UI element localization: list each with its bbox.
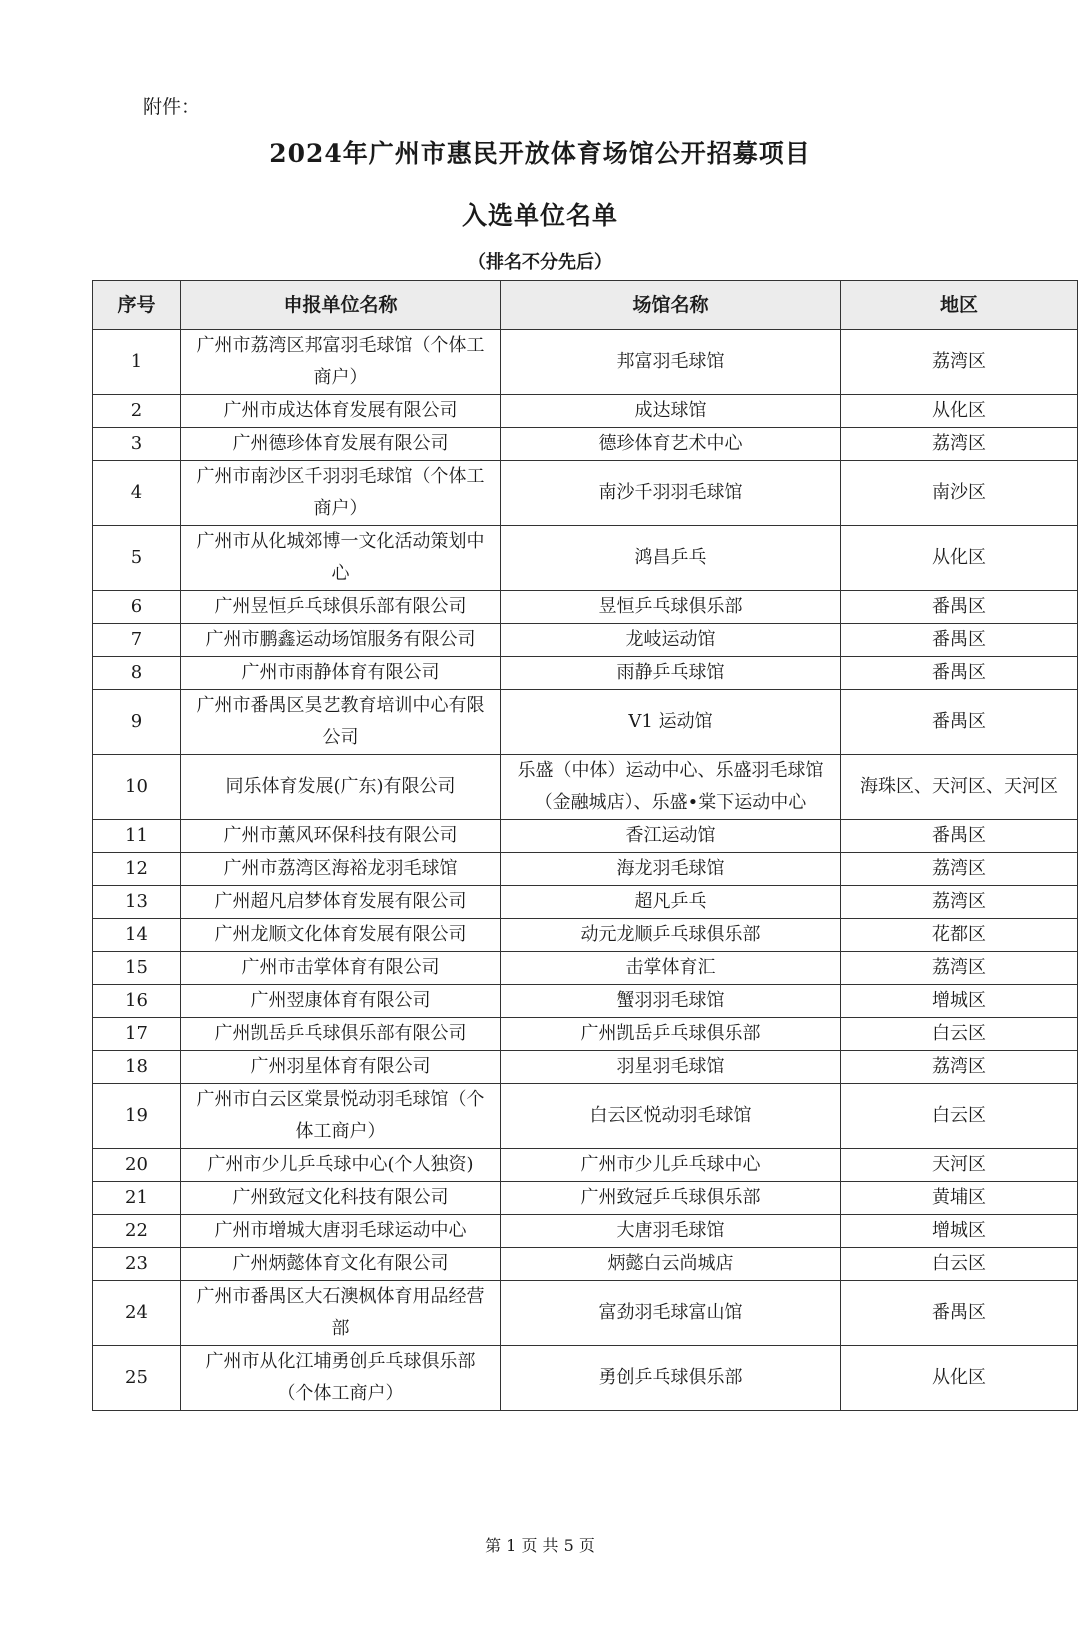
page-title: 2024年广州市惠民开放体育场馆公开招募项目 bbox=[269, 139, 811, 168]
unit-name-cell: 广州昱恒乒乓球俱乐部有限公司 bbox=[181, 591, 501, 624]
row-number-cell: 25 bbox=[93, 1346, 181, 1411]
venue-name-cell: 大唐羽毛球馆 bbox=[501, 1215, 841, 1248]
attachment-label: 附件： bbox=[143, 96, 201, 118]
row-number-cell: 12 bbox=[93, 853, 181, 886]
table-row bbox=[93, 755, 1078, 820]
unit-name-cell: 广州市白云区棠景悦动羽毛球馆（个体工商户） bbox=[181, 1084, 501, 1149]
row-number-cell: 11 bbox=[93, 820, 181, 853]
venue-name-cell: 昱恒乒乓球俱乐部 bbox=[501, 591, 841, 624]
row-number-cell: 18 bbox=[93, 1051, 181, 1084]
district-cell: 从化区 bbox=[841, 395, 1078, 428]
district-cell: 荔湾区 bbox=[841, 428, 1078, 461]
venue-name-cell: 德珍体育艺术中心 bbox=[501, 428, 841, 461]
unit-name-cell: 广州市雨静体育有限公司 bbox=[181, 657, 501, 690]
table-row bbox=[93, 657, 1078, 690]
unit-name-cell: 广州龙顺文化体育发展有限公司 bbox=[181, 919, 501, 952]
row-number-cell: 24 bbox=[93, 1281, 181, 1346]
page-footer: 第 1 页 共 5 页 bbox=[485, 1536, 595, 1555]
district-cell: 番禺区 bbox=[841, 1281, 1078, 1346]
venue-name-cell: 超凡乒乓 bbox=[501, 886, 841, 919]
unit-name-cell: 广州凯岳乒乓球俱乐部有限公司 bbox=[181, 1018, 501, 1051]
district-cell: 荔湾区 bbox=[841, 853, 1078, 886]
unit-name-cell: 广州市南沙区千羽羽毛球馆（个体工商户） bbox=[181, 461, 501, 526]
venue-name-cell: 鸿昌乒乓 bbox=[501, 526, 841, 591]
row-number-cell: 14 bbox=[93, 919, 181, 952]
table-row bbox=[93, 1051, 1078, 1084]
row-number-cell: 10 bbox=[93, 755, 181, 820]
district-cell: 荔湾区 bbox=[841, 330, 1078, 395]
table-row bbox=[93, 1248, 1078, 1281]
table-row bbox=[93, 428, 1078, 461]
table-row bbox=[93, 820, 1078, 853]
table-row bbox=[93, 395, 1078, 428]
district-cell: 白云区 bbox=[841, 1248, 1078, 1281]
table-row bbox=[93, 591, 1078, 624]
unit-name-cell: 广州市荔湾区海裕龙羽毛球馆 bbox=[181, 853, 501, 886]
district-cell: 番禺区 bbox=[841, 690, 1078, 755]
table-row bbox=[93, 1018, 1078, 1051]
row-number-cell: 1 bbox=[93, 330, 181, 395]
venue-name-cell: 广州致冠乒乓球俱乐部 bbox=[501, 1182, 841, 1215]
row-number-cell: 9 bbox=[93, 690, 181, 755]
row-number-cell: 5 bbox=[93, 526, 181, 591]
venue-name-cell: 龙岐运动馆 bbox=[501, 624, 841, 657]
venue-name-cell: 炳懿白云尚城店 bbox=[501, 1248, 841, 1281]
venue-name-cell: 勇创乒乓球俱乐部 bbox=[501, 1346, 841, 1411]
unit-name-cell: 广州市番禺区昊艺教育培训中心有限公司 bbox=[181, 690, 501, 755]
row-number-cell: 19 bbox=[93, 1084, 181, 1149]
table-row bbox=[93, 624, 1078, 657]
district-cell: 花都区 bbox=[841, 919, 1078, 952]
ranking-note: （排名不分先后） bbox=[468, 252, 612, 273]
unit-name-cell: 同乐体育发展(广东)有限公司 bbox=[181, 755, 501, 820]
table-row bbox=[93, 985, 1078, 1018]
venue-name-cell: 海龙羽毛球馆 bbox=[501, 853, 841, 886]
table-row bbox=[93, 690, 1078, 755]
table-row bbox=[93, 1215, 1078, 1248]
venue-name-cell: 雨静乒乓球馆 bbox=[501, 657, 841, 690]
header-district: 地区 bbox=[841, 281, 1078, 330]
district-cell: 南沙区 bbox=[841, 461, 1078, 526]
venue-name-cell: 羽星羽毛球馆 bbox=[501, 1051, 841, 1084]
district-cell: 增城区 bbox=[841, 985, 1078, 1018]
table-row bbox=[93, 1346, 1078, 1411]
table-row bbox=[93, 461, 1078, 526]
district-cell: 番禺区 bbox=[841, 591, 1078, 624]
venue-name-cell: 广州凯岳乒乓球俱乐部 bbox=[501, 1018, 841, 1051]
table-row bbox=[93, 919, 1078, 952]
row-number-cell: 21 bbox=[93, 1182, 181, 1215]
unit-name-cell: 广州市薰风环保科技有限公司 bbox=[181, 820, 501, 853]
row-number-cell: 4 bbox=[93, 461, 181, 526]
unit-name-cell: 广州炳懿体育文化有限公司 bbox=[181, 1248, 501, 1281]
unit-name-cell: 广州市从化城郊博一文化活动策划中心 bbox=[181, 526, 501, 591]
district-cell: 从化区 bbox=[841, 526, 1078, 591]
venue-name-cell: 广州市少儿乒乓球中心 bbox=[501, 1149, 841, 1182]
row-number-cell: 23 bbox=[93, 1248, 181, 1281]
row-number-cell: 20 bbox=[93, 1149, 181, 1182]
page-subtitle: 入选单位名单 bbox=[461, 201, 618, 230]
table-row bbox=[93, 1182, 1078, 1215]
venue-name-cell: 蟹羽羽毛球馆 bbox=[501, 985, 841, 1018]
table-row bbox=[93, 526, 1078, 591]
venue-name-cell: 击掌体育汇 bbox=[501, 952, 841, 985]
table-header-row bbox=[93, 281, 1078, 330]
district-cell: 增城区 bbox=[841, 1215, 1078, 1248]
unit-name-cell: 广州德珍体育发展有限公司 bbox=[181, 428, 501, 461]
unit-name-cell: 广州市增城大唐羽毛球运动中心 bbox=[181, 1215, 501, 1248]
district-cell: 天河区 bbox=[841, 1149, 1078, 1182]
district-cell: 番禺区 bbox=[841, 820, 1078, 853]
district-cell: 白云区 bbox=[841, 1018, 1078, 1051]
row-number-cell: 16 bbox=[93, 985, 181, 1018]
unit-name-cell: 广州超凡启梦体育发展有限公司 bbox=[181, 886, 501, 919]
district-cell: 荔湾区 bbox=[841, 952, 1078, 985]
venue-name-cell: 南沙千羽羽毛球馆 bbox=[501, 461, 841, 526]
table-row bbox=[93, 853, 1078, 886]
row-number-cell: 17 bbox=[93, 1018, 181, 1051]
unit-name-cell: 广州翌康体育有限公司 bbox=[181, 985, 501, 1018]
table-row bbox=[93, 952, 1078, 985]
district-cell: 荔湾区 bbox=[841, 1051, 1078, 1084]
unit-name-cell: 广州市鹏鑫运动场馆服务有限公司 bbox=[181, 624, 501, 657]
row-number-cell: 13 bbox=[93, 886, 181, 919]
table-row bbox=[93, 1281, 1078, 1346]
header-venue: 场馆名称 bbox=[501, 281, 841, 330]
venue-name-cell: 成达球馆 bbox=[501, 395, 841, 428]
row-number-cell: 8 bbox=[93, 657, 181, 690]
table-body bbox=[93, 330, 1078, 1411]
venue-name-cell: 富劲羽毛球富山馆 bbox=[501, 1281, 841, 1346]
venue-name-cell: 动元龙顺乒乓球俱乐部 bbox=[501, 919, 841, 952]
unit-name-cell: 广州市荔湾区邦富羽毛球馆（个体工商户） bbox=[181, 330, 501, 395]
header-no: 序号 bbox=[93, 281, 181, 330]
unit-name-cell: 广州致冠文化科技有限公司 bbox=[181, 1182, 501, 1215]
venue-name-cell: 白云区悦动羽毛球馆 bbox=[501, 1084, 841, 1149]
selected-units-table bbox=[92, 280, 1078, 1411]
unit-name-cell: 广州羽星体育有限公司 bbox=[181, 1051, 501, 1084]
district-cell: 黄埔区 bbox=[841, 1182, 1078, 1215]
district-cell: 番禺区 bbox=[841, 624, 1078, 657]
row-number-cell: 3 bbox=[93, 428, 181, 461]
table-row bbox=[93, 1149, 1078, 1182]
district-cell: 番禺区 bbox=[841, 657, 1078, 690]
venue-name-cell: V1 运动馆 bbox=[501, 690, 841, 755]
row-number-cell: 15 bbox=[93, 952, 181, 985]
venue-name-cell: 香江运动馆 bbox=[501, 820, 841, 853]
header-unit: 申报单位名称 bbox=[181, 281, 501, 330]
unit-name-cell: 广州市成达体育发展有限公司 bbox=[181, 395, 501, 428]
table-row bbox=[93, 886, 1078, 919]
row-number-cell: 22 bbox=[93, 1215, 181, 1248]
unit-name-cell: 广州市少儿乒乓球中心(个人独资) bbox=[181, 1149, 501, 1182]
district-cell: 白云区 bbox=[841, 1084, 1078, 1149]
row-number-cell: 7 bbox=[93, 624, 181, 657]
venue-name-cell: 邦富羽毛球馆 bbox=[501, 330, 841, 395]
venue-name-cell: 乐盛（中体）运动中心、乐盛羽毛球馆（金融城店）、乐盛•棠下运动中心 bbox=[501, 755, 841, 820]
row-number-cell: 2 bbox=[93, 395, 181, 428]
district-cell: 荔湾区 bbox=[841, 886, 1078, 919]
district-cell: 海珠区、天河区、天河区 bbox=[841, 755, 1078, 820]
unit-name-cell: 广州市击掌体育有限公司 bbox=[181, 952, 501, 985]
unit-name-cell: 广州市番禺区大石澳枫体育用品经营部 bbox=[181, 1281, 501, 1346]
unit-name-cell: 广州市从化江埔勇创乒乓球俱乐部（个体工商户） bbox=[181, 1346, 501, 1411]
table-row bbox=[93, 1084, 1078, 1149]
district-cell: 从化区 bbox=[841, 1346, 1078, 1411]
row-number-cell: 6 bbox=[93, 591, 181, 624]
table-row bbox=[93, 330, 1078, 395]
